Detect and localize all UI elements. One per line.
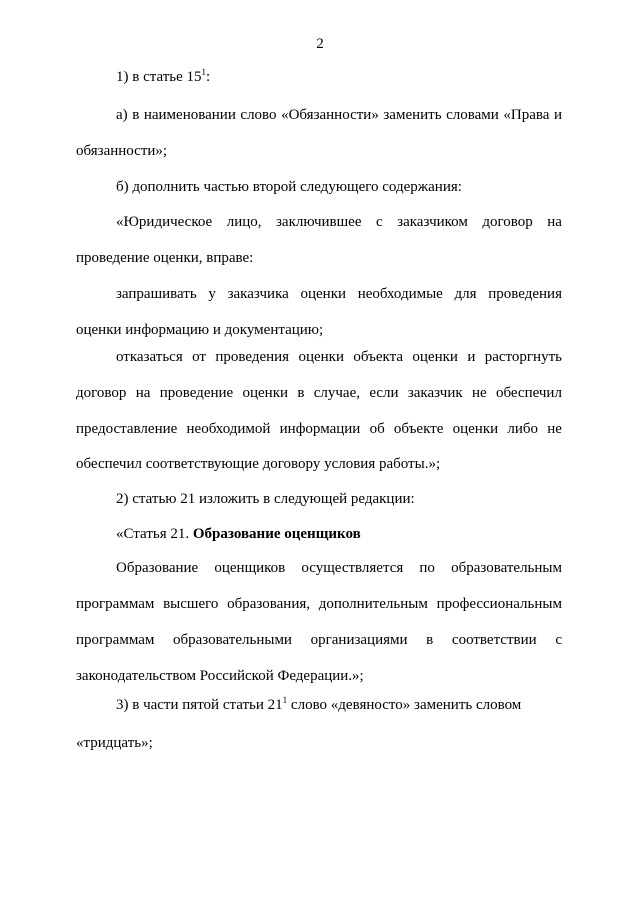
refuse-line-3 xyxy=(76,420,562,438)
word: не xyxy=(471,385,487,401)
item-3-line-2: «тридцать»; xyxy=(76,735,153,751)
word: у xyxy=(208,286,216,302)
refuse-line-2 xyxy=(76,384,562,402)
quote-1 xyxy=(76,213,562,231)
word: заказчиком xyxy=(397,214,468,230)
word: заказчика xyxy=(227,286,289,302)
item-a-cont xyxy=(76,142,562,160)
item-3-superscript: 1 xyxy=(282,695,288,705)
word: проведения xyxy=(488,286,562,302)
word: расторгнуть xyxy=(484,349,562,365)
item-1 xyxy=(76,68,562,86)
education-paragraph xyxy=(76,559,562,577)
quote-1-cont xyxy=(76,249,562,267)
word: необходимые xyxy=(357,286,443,302)
article-21-heading xyxy=(76,525,562,543)
item-1-prefix: 1) в статье 15 xyxy=(116,69,202,85)
word: в xyxy=(426,632,434,648)
word: наименовании xyxy=(143,107,236,123)
word: образования, xyxy=(227,596,310,612)
word: программам xyxy=(76,596,155,612)
item-3-prefix: 3) в части пятой статьи 21 xyxy=(116,697,283,713)
word: профессиональным xyxy=(436,596,562,612)
item-a-line-1 xyxy=(76,106,562,124)
word: и xyxy=(467,349,476,365)
word: договор xyxy=(76,385,127,401)
word: программам xyxy=(76,632,155,648)
word: осуществляется xyxy=(301,560,404,576)
article-21-heading-line xyxy=(76,525,562,543)
word: образовательными xyxy=(173,632,292,648)
word: «Юридическое xyxy=(116,214,213,230)
refuse-line-4: обеспечил соответствующие договору условия работы.»; xyxy=(76,456,441,472)
item-1-superscript: 1 xyxy=(201,67,207,77)
word: «Обязанности» xyxy=(281,107,379,123)
word: от xyxy=(192,349,206,365)
word: оценщиков xyxy=(214,560,286,576)
word: по xyxy=(419,560,435,576)
education-line-2 xyxy=(76,595,562,613)
word: на xyxy=(135,385,151,401)
refuse-line-1 xyxy=(76,348,562,366)
article-21-prefix: «Статья 21. xyxy=(116,526,193,542)
word: оценки xyxy=(412,349,458,365)
education-paragraph-4 xyxy=(76,667,562,685)
word: случае, xyxy=(313,385,361,401)
word: лицо, xyxy=(226,214,262,230)
refuse-paragraph xyxy=(76,348,562,366)
word: проведение xyxy=(159,385,234,401)
word: с xyxy=(555,632,562,648)
word: высшего xyxy=(163,596,219,612)
refuse-paragraph-2 xyxy=(76,384,562,402)
item-3-cont xyxy=(76,734,562,752)
word: в xyxy=(132,107,140,123)
word: образовательным xyxy=(451,560,562,576)
word: предоставление xyxy=(76,421,178,437)
item-a-line-2: обязанности»; xyxy=(76,143,168,159)
quote-1-line-2: проведение оценки, вправе: xyxy=(76,250,254,266)
word: а) xyxy=(116,107,128,123)
word: с xyxy=(375,214,383,230)
item-b-line: б) дополнить частью второй следующего содержания: xyxy=(116,179,462,195)
article-21-title: Образование оценщиков xyxy=(192,526,361,542)
word: не xyxy=(547,421,562,437)
request-paragraph xyxy=(76,285,562,303)
word: необходимой xyxy=(186,421,271,437)
word: заменить xyxy=(383,107,442,123)
word: об xyxy=(369,421,385,437)
word: «Права xyxy=(503,107,550,123)
education-line-4: законодательством Российской Федерации.»; xyxy=(76,668,364,684)
word: и xyxy=(553,107,562,123)
word: обеспечил xyxy=(495,385,562,401)
word: для xyxy=(454,286,477,302)
word: Образование xyxy=(116,560,199,576)
word: дополнительным xyxy=(318,596,428,612)
word: заключившее xyxy=(275,214,362,230)
word: оценки xyxy=(298,349,344,365)
word: запрашивать xyxy=(116,286,197,302)
item-2-line: 2) статью 21 изложить в следующей редакции: xyxy=(116,491,415,507)
education-line-1 xyxy=(76,559,562,577)
word: оценки xyxy=(242,385,289,401)
education-paragraph-3 xyxy=(76,631,562,649)
word: договор xyxy=(482,214,533,230)
item-b xyxy=(76,178,562,196)
word: соответствии xyxy=(451,632,537,648)
item-2 xyxy=(76,490,562,508)
refuse-paragraph-4 xyxy=(76,455,562,473)
word: объекта xyxy=(353,349,404,365)
word: организациями xyxy=(310,632,408,648)
item-3 xyxy=(76,696,562,714)
word: отказаться xyxy=(116,349,183,365)
word: заказчик xyxy=(407,385,463,401)
item-1-suffix: : xyxy=(206,69,211,85)
word: объекте xyxy=(393,421,444,437)
word: оценки xyxy=(300,286,347,302)
refuse-paragraph-3 xyxy=(76,420,562,438)
word: проведения xyxy=(215,349,290,365)
request-line-2: оценки информацию и документацию; xyxy=(76,322,324,338)
page-number: 2 xyxy=(316,36,324,52)
item-a xyxy=(76,106,562,124)
education-line-3 xyxy=(76,631,562,649)
education-paragraph-2 xyxy=(76,595,562,613)
item-1-line xyxy=(76,68,562,86)
word: на xyxy=(547,214,562,230)
word: словами xyxy=(446,107,499,123)
word: информации xyxy=(279,421,361,437)
quote-1-line-1 xyxy=(76,213,562,231)
request-paragraph-cont xyxy=(76,321,562,339)
request-line-1 xyxy=(76,285,562,303)
word: либо xyxy=(507,421,539,437)
word: если xyxy=(369,385,399,401)
item-3-line-1 xyxy=(76,696,562,714)
word: оценки xyxy=(452,421,499,437)
item-3-suffix: слово «девяносто» заменить словом xyxy=(287,697,522,713)
word: в xyxy=(297,385,305,401)
word: слово xyxy=(240,107,277,123)
